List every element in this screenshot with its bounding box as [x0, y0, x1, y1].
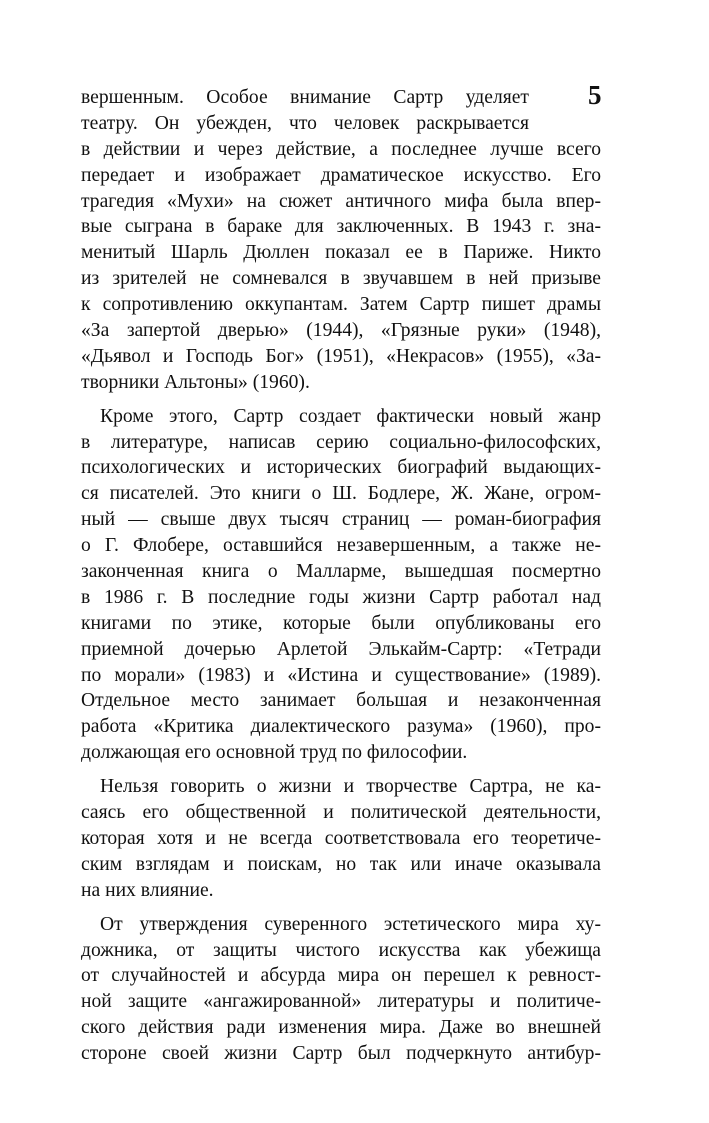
- body-text: [81, 85, 601, 1075]
- text-line: должающая его основной труд по философии.: [81, 742, 468, 764]
- text-line: От утверждения суверенного эстетического мира ху-: [100, 913, 601, 935]
- text-line: о Г. Флобере, оставшийся незавершенным, а также не-: [81, 535, 601, 557]
- text-line: творники Альтоны» (1960).: [81, 371, 310, 393]
- text-line: к сопротивлению оккупантам. Затем Сартр пишет драмы: [81, 294, 601, 316]
- text-line: ского действия ради изменения мира. Даже во внешней: [81, 1017, 601, 1039]
- text-line: в 1986 г. В последние годы жизни Сартр работал над: [81, 586, 601, 608]
- text-line: стороне своей жизни Сартр был подчеркнуто антибур-: [81, 1043, 601, 1065]
- text-line: от случайностей и абсурда мира он перешел к ревност-: [81, 965, 601, 987]
- text-line: менитый Шарль Дюллен показал ее в Париже. Никто: [81, 242, 601, 264]
- text-line: дожника, от защиты чистого искусства как убежища: [81, 939, 601, 961]
- text-line: ной защите «ангажированной» литературы и политиче-: [81, 991, 601, 1013]
- text-line: Нельзя говорить о жизни и творчестве Сартра, не ка-: [100, 776, 601, 798]
- text-line: саясь его общественной и политической деятельности,: [81, 802, 601, 824]
- page-number: 5: [588, 80, 602, 110]
- text-line: ный — свыше двух тысяч страниц — роман-биография: [81, 509, 601, 531]
- paragraph: [81, 774, 601, 903]
- paragraph: [81, 85, 601, 396]
- text-line: Кроме этого, Сартр создает фактически новый жанр: [100, 405, 601, 427]
- text-line: в действии и через действие, а последнее лучше всего: [81, 138, 601, 160]
- text-line: вые сыграна в бараке для заключенных. В 1943 г. зна-: [81, 216, 601, 238]
- text-line: ся писателей. Это книги о Ш. Бодлере, Ж. Жане, огром-: [81, 483, 601, 505]
- text-line: театру. Он убежден, что человек раскрывается: [81, 112, 529, 134]
- text-line: Отдельное место занимает большая и незаконченная: [81, 690, 601, 712]
- text-line: приемной дочерью Арлетой Элькайм-Сартр: «Тетради: [81, 638, 601, 660]
- text-line: на них влияние.: [81, 879, 214, 901]
- text-line: которая хотя и не всегда соответствовала его теоретиче-: [81, 827, 601, 849]
- text-line: «Дьявол и Господь Бог» (1951), «Некрасов» (1955), «За-: [81, 345, 601, 367]
- text-line: «За запертой дверью» (1944), «Грязные руки» (1948),: [81, 320, 601, 342]
- text-line: трагедия «Мухи» на сюжет античного мифа была впер-: [81, 190, 601, 212]
- text-line: книгами по этике, которые были опубликованы его: [81, 612, 601, 634]
- text-line: по морали» (1983) и «Истина и существование» (1989).: [81, 664, 601, 686]
- text-line: законченная книга о Малларме, вышедшая посмертно: [81, 561, 601, 583]
- text-line: вершенным. Особое внимание Сартр уделяет: [81, 87, 529, 108]
- text-line: из зрителей не сомневался в звучавшем в ней призыве: [81, 268, 601, 290]
- paragraph: [81, 404, 601, 766]
- text-line: ским взглядам и поискам, но так или иначе оказывала: [81, 853, 601, 875]
- paragraph: [81, 912, 601, 1067]
- text-line: передает и изображает драматическое искусство. Его: [81, 164, 601, 186]
- text-line: в литературе, написав серию социально-философских,: [81, 431, 601, 453]
- text-line: психологических и исторических биографий выдающих-: [81, 457, 601, 479]
- text-line: работа «Критика диалектического разума» (1960), про-: [81, 716, 601, 738]
